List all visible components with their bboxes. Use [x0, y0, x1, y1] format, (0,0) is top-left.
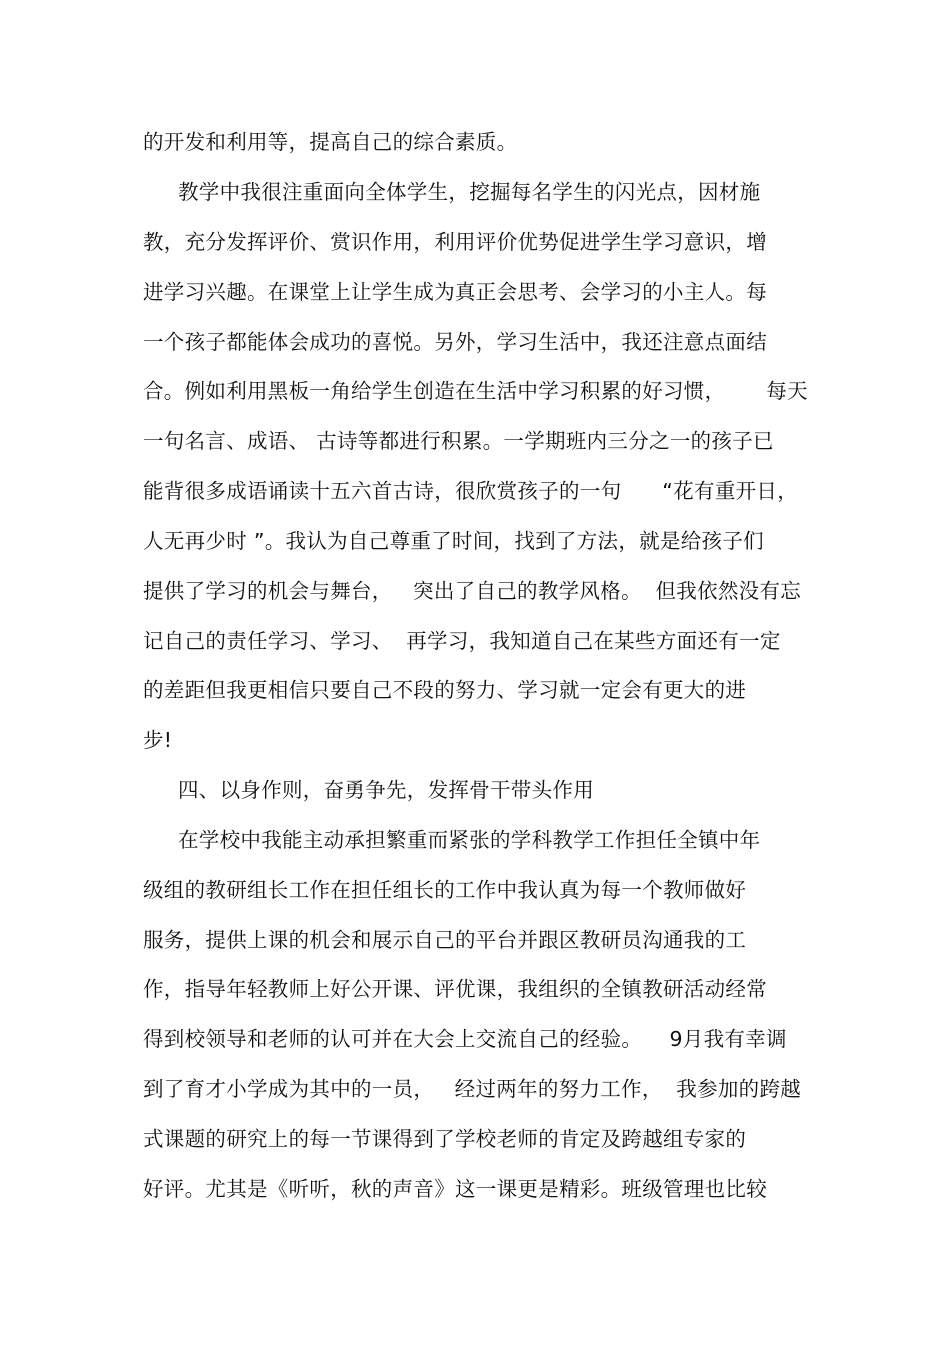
text-line: 的差距但我更相信只要自己不段的努力、学习就一定会有更大的进	[143, 678, 747, 702]
text-line: 一个孩子都能体会成功的喜悦。另外，学习生活中，我还注意点面结	[143, 330, 767, 354]
text-line: 人无再少时 ”。我认为自己尊重了时间，找到了方法，就是给孩子们	[143, 529, 764, 553]
text-line: 进学习兴趣。在课堂上让学生成为真正会思考、会学习的小主人。每	[143, 280, 767, 304]
text-line: 合。例如利用黑板一角给学生创造在生活中学习积累的好习惯， 每天	[143, 379, 808, 403]
text-line: 教，充分发挥评价、赏识作用，利用评价优势促进学生学习意识，增	[143, 230, 767, 254]
paragraph-start-line: 在学校中我能主动承担繁重而紧张的学科教学工作担任全镇中年	[178, 828, 761, 852]
text-line: 好评。尤其是《听听，秋的声音》这一课更是精彩。班级管理也比较	[143, 1177, 767, 1201]
text-line: 服务，提供上课的机会和展示自己的平台并跟区教研员沟通我的工	[143, 928, 747, 952]
paragraph-start-line: 教学中我很注重面向全体学生，挖掘每名学生的闪光点，因材施	[178, 180, 761, 204]
text-line: 得到校领导和老师的认可并在大会上交流自己的经验。 9月我有幸调	[143, 1027, 787, 1051]
text-line: 到了育才小学成为其中的一员， 经过两年的努力工作， 我参加的跨越	[143, 1077, 802, 1101]
text-line: 作，指导年轻教师上好公开课、评优课，我组织的全镇教研活动经常	[143, 977, 767, 1001]
text-line: 级组的教研组长工作在担任组长的工作中我认真为每一个教师做好	[143, 878, 747, 902]
text-line: 提供了学习的机会与舞台， 突出了自己的教学风格。 但我依然没有忘	[143, 579, 802, 603]
section-heading: 四、以身作则，奋勇争先，发挥骨干带头作用	[178, 778, 594, 802]
text-line: 能背很多成语诵读十五六首古诗，很欣赏孩子的一句 “花有重开日，	[143, 479, 799, 503]
text-line: 记自己的责任学习、学习、 再学习，我知道自己在某些方面还有一定	[143, 629, 781, 653]
text-line: 一句名言、成语、 古诗等都进行积累。一学期班内三分之一的孩子已	[143, 429, 774, 453]
text-line: 步!	[143, 728, 173, 752]
text-line: 的开发和利用等，提高自己的综合素质。	[143, 130, 518, 154]
text-line: 式课题的研究上的每一节课得到了学校老师的肯定及跨越组专家的	[143, 1127, 747, 1151]
